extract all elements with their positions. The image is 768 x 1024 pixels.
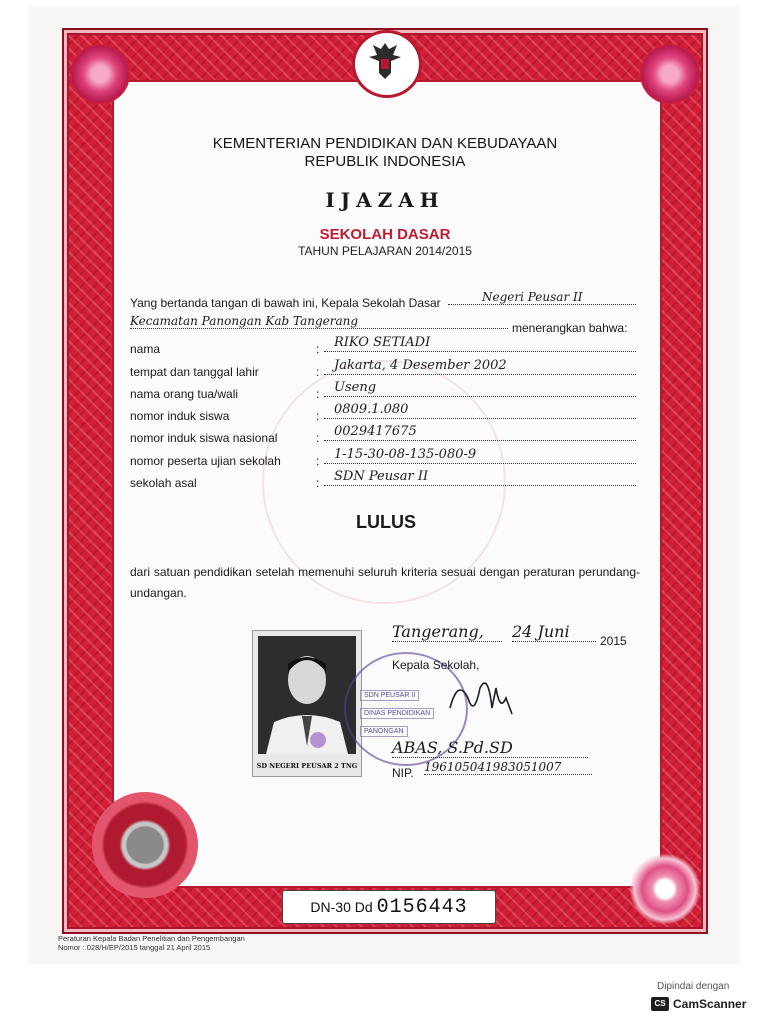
field-value-nisn: 0029417675 [324,425,636,441]
camscanner-name: CamScanner [673,997,747,1011]
footnote-line-2: Nomor : 028/H/EP/2015 tanggal 21 April 2015 [58,943,211,952]
serial-number-box [282,890,496,924]
colon: : [316,365,320,379]
signature-place: Tangerang, [392,622,502,642]
academic-year: TAHUN PELAJARAN 2014/2015 [298,244,472,258]
corner-ornament-top-left [70,44,130,104]
intro-prefix: Yang bertanda tangan di bawah ini, Kepala Sekolah Dasar [130,296,441,310]
portrait-image [258,636,356,754]
field-value-parent: Useng [324,381,636,397]
field-label-name: nama [130,342,161,356]
stamp-line-1: SDN PEUSAR II [360,690,419,701]
statement-text: dari satuan pendidikan setelah memenuhi seluruh kriteria sesuai dengan peraturan perundang-undangan. [130,565,640,600]
footnote [58,934,245,952]
colon: : [316,409,320,423]
district-handwritten: Kecamatan Panongan Kab Tangerang [130,314,508,329]
field-label-nisn: nomor induk siswa nasional [130,431,278,445]
field-value-birth: Jakarta, 4 Desember 2002 [324,359,636,375]
field-label-birth: tempat dan tanggal lahir [130,365,259,379]
nip-value: 196105041983051007 [424,760,592,775]
signature-year: 2015 [600,634,627,648]
colon: : [316,476,320,490]
result-status: LULUS [356,512,416,532]
field-value-exam-number: 1-15-30-08-135-080-9 [324,448,636,464]
handwritten-signature [440,668,520,738]
field-label-origin-school: sekolah asal [130,476,197,490]
school-level: SEKOLAH DASAR [319,226,451,243]
ministry-heading [112,135,658,171]
corner-ornament-top-right [640,44,700,104]
certificate-title: IJAZAH [325,188,445,212]
garuda-emblem-icon [352,30,422,98]
colon: : [316,454,320,468]
colon: : [316,342,320,356]
field-label-student-id: nomor induk siswa [130,409,230,423]
signature-date: 24 Juni [512,622,596,642]
camscanner-logo [651,995,747,1013]
field-value-name: RIKO SETIADI [324,336,636,352]
colon: : [316,431,320,445]
field-value-student-id: 0809.1.080 [324,403,636,419]
nip-label: NIP. [392,766,414,780]
ministry-line-1: KEMENTERIAN PENDIDIKAN DAN KEBUDAYAAN [212,135,558,152]
intro-suffix: menerangkan bahwa: [512,321,628,335]
camscanner-icon: CS [651,997,669,1011]
field-label-exam-number: nomor peserta ujian sekolah [130,454,281,468]
principal-name: ABAS, S.Pd.SD [392,738,588,758]
rosette-ornament [630,854,700,924]
stamp-line-2: DINAS PENDIDIKAN [360,708,434,719]
serial-prefix: DN-30 Dd [310,899,373,915]
colon: : [316,387,320,401]
ministry-line-2: REPUBLIK INDONESIA [304,153,466,170]
footnote-line-1: Peraturan Kepala Badan Penelitian dan Pengembangan [58,934,245,943]
photo-caption: SD NEGERI PEUSAR 2 TNG [256,762,358,770]
embossed-seal [92,792,198,898]
field-label-parent: nama orang tua/wali [130,387,239,401]
signature-role: Kepala Sekolah, [392,658,480,672]
school-name-handwritten: Negeri Peusar II [448,290,636,305]
field-value-origin-school: SDN Peusar II [324,470,636,486]
stamp-line-3: PANONGAN [360,726,408,737]
scanner-label: Dipindai dengan [657,981,730,992]
serial-number: 0156443 [376,896,468,919]
